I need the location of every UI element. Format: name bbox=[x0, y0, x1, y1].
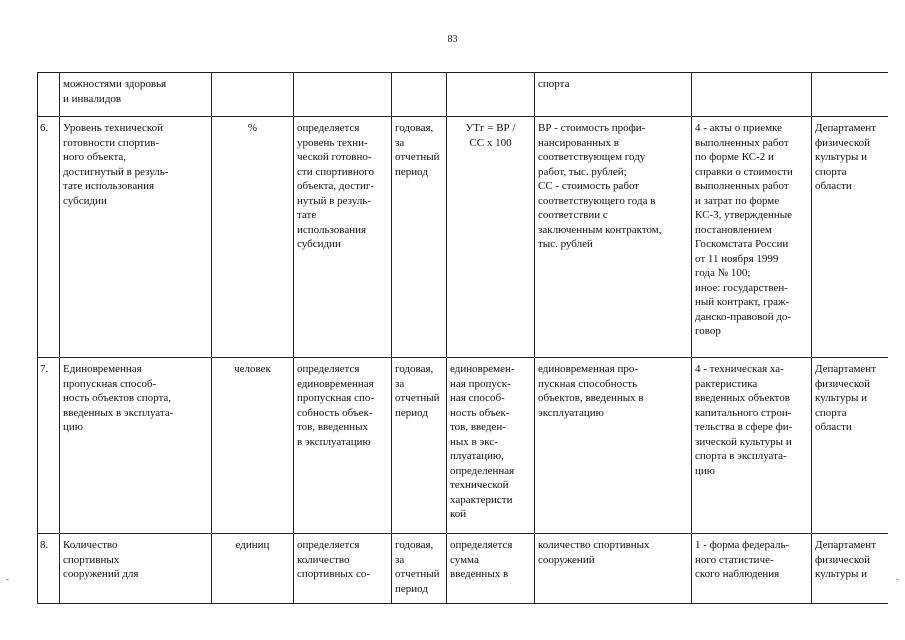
responsible: Департамент физической культуры и спорта области bbox=[812, 117, 889, 358]
definition: определяется количество спортивных со- bbox=[294, 534, 392, 604]
row-number bbox=[38, 73, 60, 117]
formula: УТг = ВР / СС х 100 bbox=[447, 117, 535, 358]
indicator-table-region bbox=[37, 72, 888, 640]
indicator-name: Количество спортивных сооружений для bbox=[60, 534, 212, 604]
formula: определяется сумма введенных в bbox=[447, 534, 535, 604]
table-row bbox=[38, 534, 889, 604]
unit-of-measure bbox=[212, 73, 294, 117]
variables: единовременная про- пускная способность объектов, введенных в эксплуатацию bbox=[535, 358, 692, 534]
unit-of-measure: % bbox=[212, 117, 294, 358]
right-edge-mark: - bbox=[896, 574, 899, 584]
data-sources bbox=[692, 73, 812, 117]
data-sources: 4 - техническая ха- рактеристика введенных объектов капитального строи- тельства в сфере фи- зической культуры и спорта в эксплуата- цию bbox=[692, 358, 812, 534]
definition: определяется единовременная пропускная спо- собность объек- тов, введенных в эксплуатацию bbox=[294, 358, 392, 534]
responsible bbox=[812, 73, 889, 117]
periodicity: годовая, за отчетный период bbox=[392, 117, 447, 358]
indicator-name: Уровень технической готовности спортив- ного объекта, достигнутый в резуль- тате использования субсидии bbox=[60, 117, 212, 358]
periodicity bbox=[392, 73, 447, 117]
definition bbox=[294, 73, 392, 117]
responsible: Департамент физической культуры и bbox=[812, 534, 889, 604]
left-edge-mark: - bbox=[6, 574, 9, 584]
formula bbox=[447, 73, 535, 117]
row-number: 7. bbox=[38, 358, 60, 534]
indicator-name: Единовременная пропускная способ- ность объектов спорта, введенных в эксплуата- цию bbox=[60, 358, 212, 534]
table-row bbox=[38, 73, 889, 117]
table-row bbox=[38, 358, 889, 534]
indicator-name: можностями здоровья и инвалидов bbox=[60, 73, 212, 117]
page-number: 83 bbox=[447, 34, 458, 45]
periodicity: годовая, за отчетный период bbox=[392, 358, 447, 534]
row-number: 6. bbox=[38, 117, 60, 358]
responsible: Департамент физической культуры и спорта области bbox=[812, 358, 889, 534]
table-row bbox=[38, 117, 889, 358]
data-sources: 4 - акты о приемке выполненных работ по форме КС-2 и справки о стоимости выполненных работ и затрат по форме КС-3, утвержденные постановлением Госкомстата России от 11 ноября 1999 года № 100; иное: государствен- ный контракт, граж- данско-правовой до- говор bbox=[692, 117, 812, 358]
row-number: 8. bbox=[38, 534, 60, 604]
variables: спорта bbox=[535, 73, 692, 117]
variables: ВР - стоимость профи- нансированных в соответствующем году работ, тыс. рублей; СС - стоимость работ соответствующего года в соответствии с заключенным контрактом, тыс. рублей bbox=[535, 117, 692, 358]
formula: единовремен- ная пропуск- ная способ- ность объек- тов, введен- ных в экс- плуатацию, определенная технической характеристи кой bbox=[447, 358, 535, 534]
variables: количество спортивных сооружений bbox=[535, 534, 692, 604]
unit-of-measure: единиц bbox=[212, 534, 294, 604]
periodicity: годовая, за отчетный период bbox=[392, 534, 447, 604]
unit-of-measure: человек bbox=[212, 358, 294, 534]
data-sources: 1 - форма федераль- ного статистиче- ского наблюдения bbox=[692, 534, 812, 604]
indicator-table bbox=[37, 72, 888, 604]
definition: определяется уровень техни- ческой готовно- сти спортивного объекта, достиг- нутый в резуль- тате использования субсидии bbox=[294, 117, 392, 358]
